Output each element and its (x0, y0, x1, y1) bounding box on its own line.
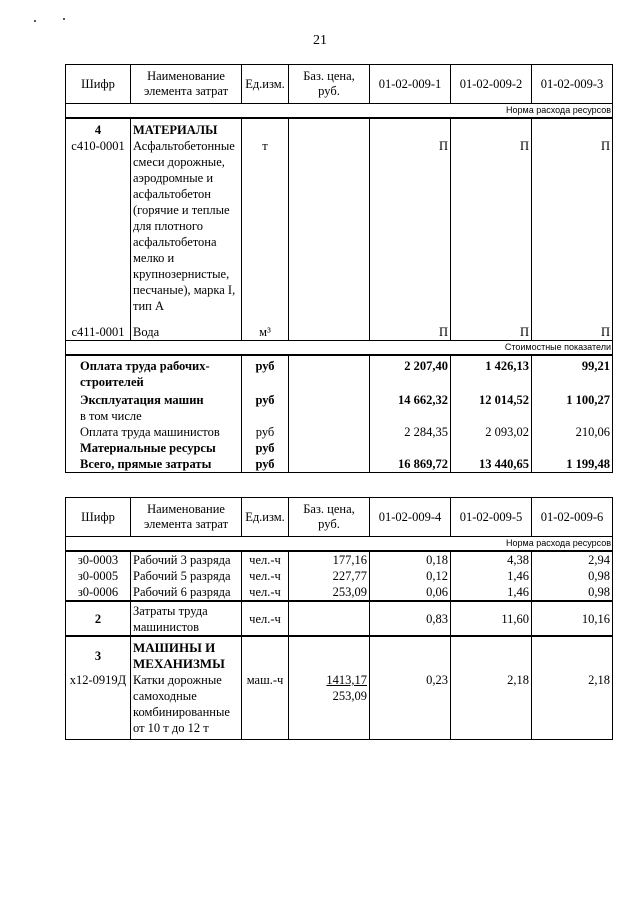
cost-label-labor: Оплата труда рабочих- строителей (66, 355, 242, 390)
worker-name: Рабочий 5 разряда (131, 568, 242, 584)
norm-value: 2,94 (532, 551, 613, 568)
resource-table-1 (65, 64, 613, 473)
norm-value: 0,83 (370, 601, 451, 636)
cost-label-incl: в том числе (66, 408, 242, 424)
machine-unit: маш.-ч (242, 672, 289, 740)
cost-unit: руб (242, 355, 289, 390)
cost-value: 1 100,27 (532, 390, 613, 408)
machine-code: х12-0919Д (66, 672, 131, 740)
cost-value: 2 207,40 (370, 355, 451, 390)
resource-table-2 (65, 497, 613, 740)
header-code: Шифр (66, 65, 131, 104)
material-code: с410-0001 (66, 138, 131, 314)
cost-value: 16 869,72 (370, 456, 451, 473)
norm-label: Норма расхода ресурсов (66, 537, 613, 552)
scan-speck (34, 20, 36, 22)
worker-row (66, 551, 613, 568)
cost-label: Стоимостные показатели (66, 341, 613, 356)
section-title: МАШИНЫ И МЕХАНИЗМЫ (131, 636, 242, 672)
cost-row-materials (66, 440, 613, 456)
worker-unit: чел.-ч (242, 584, 289, 601)
header-norm-code: 01-02-009-1 (370, 65, 451, 104)
machine-name: Катки дорожные самоходные комбинированные от 10 т до 12 т (131, 672, 242, 740)
header-norm-code: 01-02-009-2 (451, 65, 532, 104)
worker-name: Рабочий 3 разряда (131, 551, 242, 568)
material-name: Асфальтобетонные смеси дорожные, аэродромные и асфальтобетон (горячие и теплые для плотного асфальтобетона мелко и крупнозернистые, песчаные), марка I, тип А (131, 138, 242, 314)
header-row (66, 65, 613, 104)
worker-row (66, 584, 613, 601)
header-norm-code: 01-02-009-4 (370, 498, 451, 537)
norm-value: 0,18 (370, 551, 451, 568)
worker-unit: чел.-ч (242, 551, 289, 568)
operators-unit: чел.-ч (242, 601, 289, 636)
worker-row (66, 568, 613, 584)
norm-value: 10,16 (532, 601, 613, 636)
page-number: 21 (313, 33, 327, 48)
norm-value: 0,98 (532, 568, 613, 584)
header-name: Наименование элемента затрат (131, 65, 242, 104)
norm-value: 11,60 (451, 601, 532, 636)
scan-speck (63, 18, 65, 20)
cost-label-row (66, 341, 613, 356)
norm-value: 4,38 (451, 551, 532, 568)
cost-value: 99,21 (532, 355, 613, 390)
header-unit: Ед.изм. (242, 65, 289, 104)
cost-row-machines (66, 390, 613, 408)
cost-label-total: Всего, прямые затраты (66, 456, 242, 473)
header-price: Баз. цена, руб. (289, 498, 370, 537)
cost-unit: руб (242, 390, 289, 408)
norm-value: П (451, 138, 532, 314)
header-norm-code: 01-02-009-5 (451, 498, 532, 537)
operators-label: Затраты труда машинистов (131, 601, 242, 636)
material-name: Вода (131, 324, 242, 341)
cost-value: 2 093,02 (451, 424, 532, 440)
cost-unit: руб (242, 424, 289, 440)
operators-number: 2 (66, 601, 131, 636)
machine-row (66, 672, 613, 740)
norm-value: 1,46 (451, 568, 532, 584)
cost-row-total (66, 456, 613, 473)
norm-value: 0,06 (370, 584, 451, 601)
header-price: Баз. цена, руб. (289, 65, 370, 104)
cost-value: 210,06 (532, 424, 613, 440)
machine-price: 1413,17 253,09 (289, 672, 370, 740)
cost-value: 12 014,52 (451, 390, 532, 408)
worker-code: з0-0003 (66, 551, 131, 568)
norm-value: 1,46 (451, 584, 532, 601)
norm-label-row (66, 537, 613, 552)
worker-price: 227,77 (289, 568, 370, 584)
cost-value: 2 284,35 (370, 424, 451, 440)
section-row (66, 118, 613, 138)
cost-row-incl (66, 408, 613, 424)
material-row (66, 324, 613, 341)
spacer-row (66, 314, 613, 324)
norm-value: П (370, 138, 451, 314)
cost-label-machines: Эксплуатация машин (66, 390, 242, 408)
norm-value: 2,18 (451, 672, 532, 740)
norm-value: 2,18 (532, 672, 613, 740)
norm-value: П (532, 138, 613, 314)
material-unit: м³ (242, 324, 289, 341)
norm-value: П (451, 324, 532, 341)
header-unit: Ед.изм. (242, 498, 289, 537)
worker-code: з0-0005 (66, 568, 131, 584)
header-norm-code: 01-02-009-3 (532, 65, 613, 104)
material-code: с411-0001 (66, 324, 131, 341)
header-norm-code: 01-02-009-6 (532, 498, 613, 537)
norm-value: 0,98 (532, 584, 613, 601)
cost-value: 1 426,13 (451, 355, 532, 390)
cost-value: 14 662,32 (370, 390, 451, 408)
operators-row (66, 601, 613, 636)
norm-value: 0,23 (370, 672, 451, 740)
norm-label-row (66, 104, 613, 119)
cost-unit: руб (242, 440, 289, 456)
header-row (66, 498, 613, 537)
material-row (66, 138, 613, 314)
section-row (66, 636, 613, 672)
section-number: 4 (66, 118, 131, 138)
worker-name: Рабочий 6 разряда (131, 584, 242, 601)
cost-row-operators (66, 424, 613, 440)
header-code: Шифр (66, 498, 131, 537)
norm-value: 0,12 (370, 568, 451, 584)
cost-value: 1 199,48 (532, 456, 613, 473)
cost-unit: руб (242, 456, 289, 473)
section-title: МАТЕРИАЛЫ (131, 118, 242, 138)
section-number: 3 (66, 636, 131, 672)
cost-label-materials: Материальные ресурсы (66, 440, 242, 456)
cost-row-labor (66, 355, 613, 390)
worker-price: 177,16 (289, 551, 370, 568)
worker-unit: чел.-ч (242, 568, 289, 584)
worker-price: 253,09 (289, 584, 370, 601)
cost-label-operators: Оплата труда машинистов (66, 424, 242, 440)
norm-label: Норма расхода ресурсов (66, 104, 613, 119)
cost-value: 13 440,65 (451, 456, 532, 473)
norm-value: П (532, 324, 613, 341)
header-name: Наименование элемента затрат (131, 498, 242, 537)
worker-code: з0-0006 (66, 584, 131, 601)
norm-value: П (370, 324, 451, 341)
material-unit: т (242, 138, 289, 314)
